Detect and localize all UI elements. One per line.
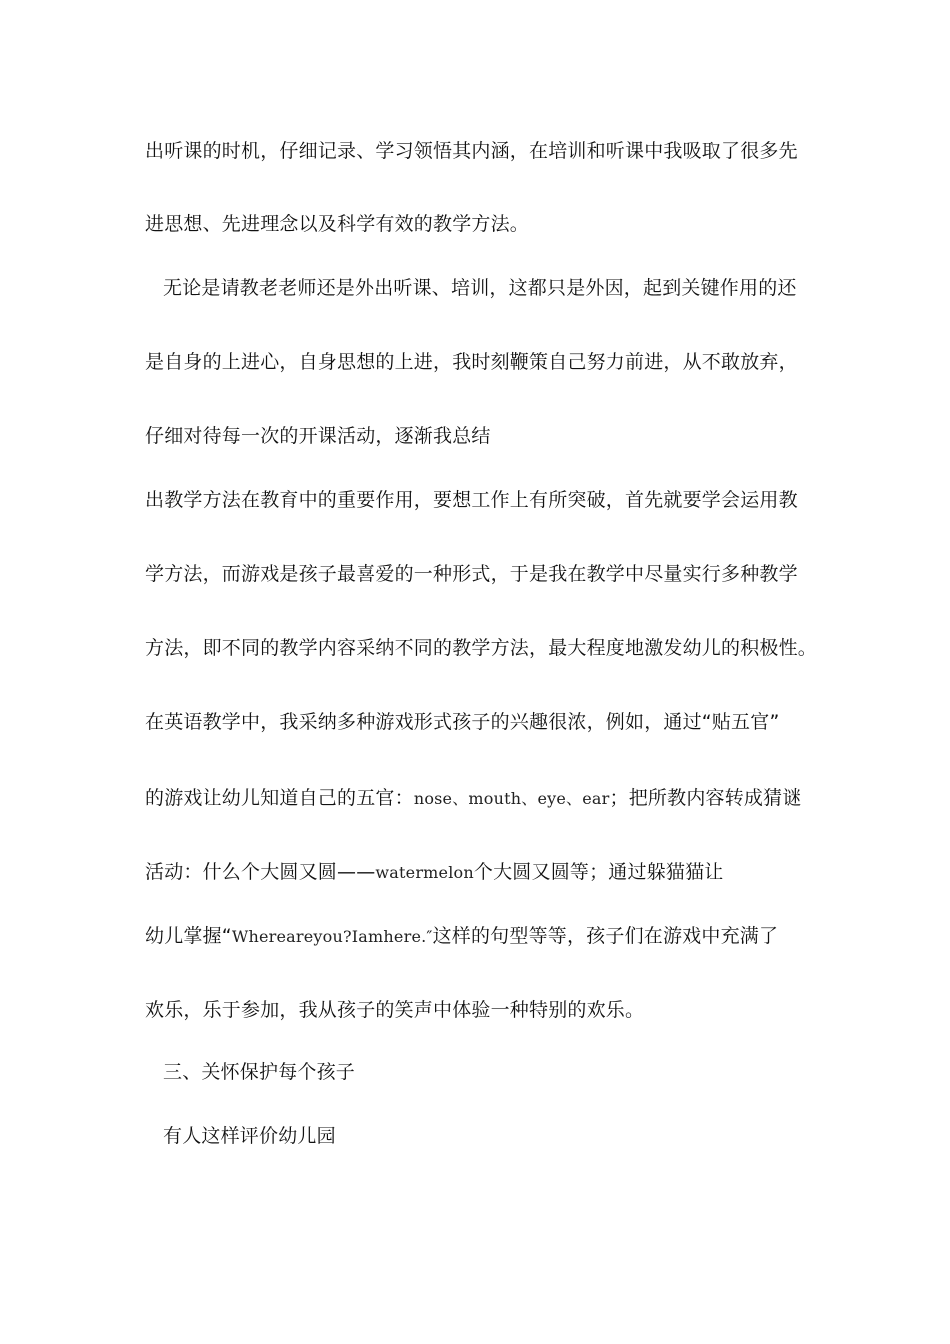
paragraph-line-7: 学方法，而游戏是孩子最喜爱的一种形式，于是我在教学中尽量实行多种教学 — [145, 563, 798, 585]
line-12-text-b: 这样的句型等等，孩子们在游戏中充满了 — [432, 925, 779, 947]
paragraph-line-15: 有人这样评价幼儿园 — [163, 1125, 336, 1147]
line-10-text-a: 的游戏让幼儿知道自己的五官： — [145, 787, 414, 809]
line-11-text-a: 活动：什么个大圆又圆—— — [145, 861, 376, 883]
paragraph-line-6: 出教学方法在教育中的重要作用，要想工作上有所突破，首先就要学会运用教 — [145, 489, 798, 511]
line-10-english: nose、mouth、eye、ear — [413, 789, 610, 808]
paragraph-line-9: 在英语教学中，我采纳多种游戏形式孩子的兴趣很浓，例如，通过“贴五官” — [145, 711, 780, 733]
paragraph-line-3: 无论是请教老老师还是外出听课、培训，这都只是外因，起到关键作用的还 — [163, 277, 797, 299]
paragraph-line-13: 欢乐，乐于参加，我从孩子的笑声中体验一种特别的欢乐。 — [145, 999, 645, 1021]
line-10-text-b: ；把所教内容转成猜谜 — [609, 787, 802, 809]
paragraph-line-5: 仔细对待每一次的开课活动，逐渐我总结 — [145, 425, 491, 447]
line-11-english: watermelon — [375, 863, 474, 882]
line-12-english: Whereareyou?Iamhere.″ — [231, 927, 433, 946]
line-12-text-a: 幼儿掌握“ — [145, 925, 232, 947]
paragraph-line-1: 出听课的时机，仔细记录、学习领悟其内涵，在培训和听课中我吸取了很多先 — [145, 140, 798, 162]
paragraph-line-4: 是自身的上进心，自身思想的上进，我时刻鞭策自己努力前进，从不敢放弃， — [145, 351, 798, 373]
line-11-text-b: 个大圆又圆等；通过躲猫猫让 — [473, 861, 724, 883]
paragraph-line-11 — [145, 860, 724, 885]
paragraph-line-12 — [145, 924, 778, 949]
paragraph-line-8: 方法，即不同的教学内容采纳不同的教学方法，最大程度地激发幼儿的积极性。 — [145, 637, 818, 659]
paragraph-line-10 — [145, 786, 802, 811]
paragraph-line-2: 进思想、先进理念以及科学有效的教学方法。 — [145, 213, 530, 235]
section-heading: 三、关怀保护每个孩子 — [163, 1061, 356, 1083]
